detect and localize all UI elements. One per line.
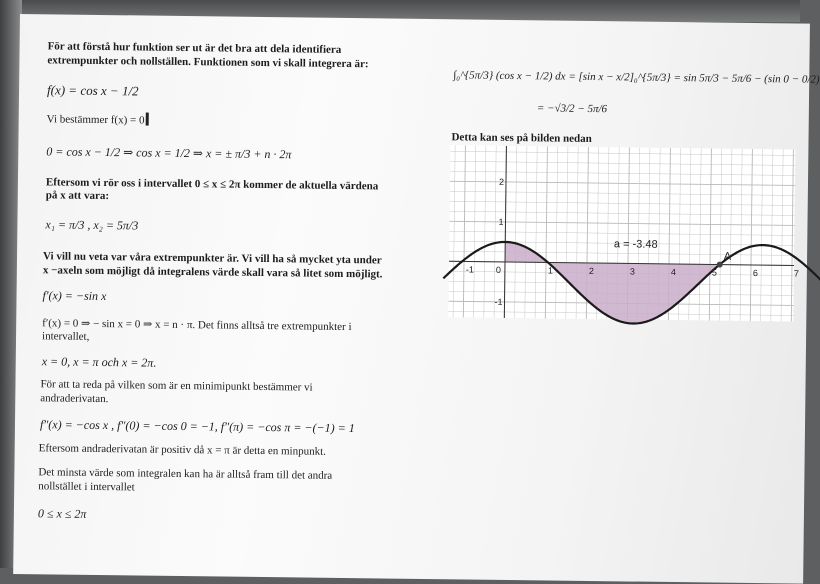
x-tick-label: 5 xyxy=(711,267,717,278)
graph-caption: Detta kan ses på bilden nedan xyxy=(451,131,592,145)
area-value-label: a = -3.48 xyxy=(613,238,658,251)
intro-line-2: extrempunkter och nollställen. Funktionen som vi skall integrera är: xyxy=(47,54,369,71)
extreme-line-2: x −axeln som möjligt då integralens värde skall vara så litet som möjligt. xyxy=(42,264,383,281)
intro-line-1: För att förstå hur funktion ser ut är det bra att dela identifiera xyxy=(47,40,342,56)
conclusion-line-2: nollstället i intervallet xyxy=(38,480,135,494)
roots: x₁ = π/3 , x₂ = 5π/3 xyxy=(45,217,139,233)
extreme-line-1: Vi vill nu veta var våra extrempunkter är. Vi vill ha så mycket yta under xyxy=(42,250,382,267)
minimum-line-1: För att ta reda på vilken som är en minimipunkt bestämmer vi xyxy=(40,378,313,394)
x-tick-label: 2 xyxy=(588,265,594,277)
y-tick-label: -1 xyxy=(494,296,503,307)
document-screen xyxy=(13,14,820,584)
x-tick-label: -1 xyxy=(465,264,474,275)
derivative: f′(x) = −sin x xyxy=(42,288,107,304)
derivative-zero-line-1: f′(x) = 0 ⇒ − sin x = 0 ⇒ x = n · π. Det finns alltså tre extrempunkter i xyxy=(42,317,352,334)
y-tick-label: 1 xyxy=(498,216,504,227)
minimum-line-2: andraderivatan. xyxy=(40,392,109,406)
function-graph xyxy=(448,145,799,321)
integral-result: = −√3/2 − 5π/6 xyxy=(536,102,608,116)
interval-line-1: Eftersom vi rör oss i intervallet 0 ≤ x ≤ 2π kommer de aktuella värdena xyxy=(45,176,379,193)
text-cursor xyxy=(145,113,148,126)
interval-line-2: på x att vara: xyxy=(45,189,110,203)
function-definition: f(x) = cos x − 1/2 xyxy=(46,82,139,99)
x-tick-label: 0 xyxy=(495,264,501,275)
determine-zero-text: Vi bestämmer f(x) = 0 xyxy=(46,113,145,127)
extreme-points: x = 0, x = π och x = 2π. xyxy=(41,354,157,370)
conclusion-line-1: Det minsta värde som integralen kan ha är alltså fram till det andra xyxy=(38,466,333,482)
final-interval: 0 ≤ x ≤ 2π xyxy=(37,506,87,521)
y-tick-label: 2 xyxy=(498,176,505,187)
x-tick-label: 3 xyxy=(629,266,635,277)
x-tick-label: 1 xyxy=(547,265,553,276)
derivative-zero-line-2: intervallet, xyxy=(41,330,90,343)
x-tick-label: 4 xyxy=(670,266,676,278)
second-derivative: f″(x) = −cos x , f″(0) = −cos 0 = −1, f″(π) = −cos π = −(−1) = 1 xyxy=(39,417,355,436)
positive-second-derivative: Eftersom andraderivatan är positiv då x = π är detta en minpunkt. xyxy=(38,442,327,458)
solve-equation: 0 = cos x − 1/2 ⇒ cos x = 1/2 ⇒ x = ± π/3 + n · 2π xyxy=(46,144,292,162)
x-tick-label: 7 xyxy=(793,268,799,279)
determine-zero xyxy=(47,111,149,126)
integral-computation: ∫₀^{5π/3} (cos x − 1/2) dx = [sin x − x/2]₀^{5π/3} = sin 5π/3 − 5π/6 − (sin 0 − 0/2) xyxy=(453,69,820,86)
x-tick-label: 6 xyxy=(752,267,758,279)
point-a-label: A xyxy=(723,250,732,263)
